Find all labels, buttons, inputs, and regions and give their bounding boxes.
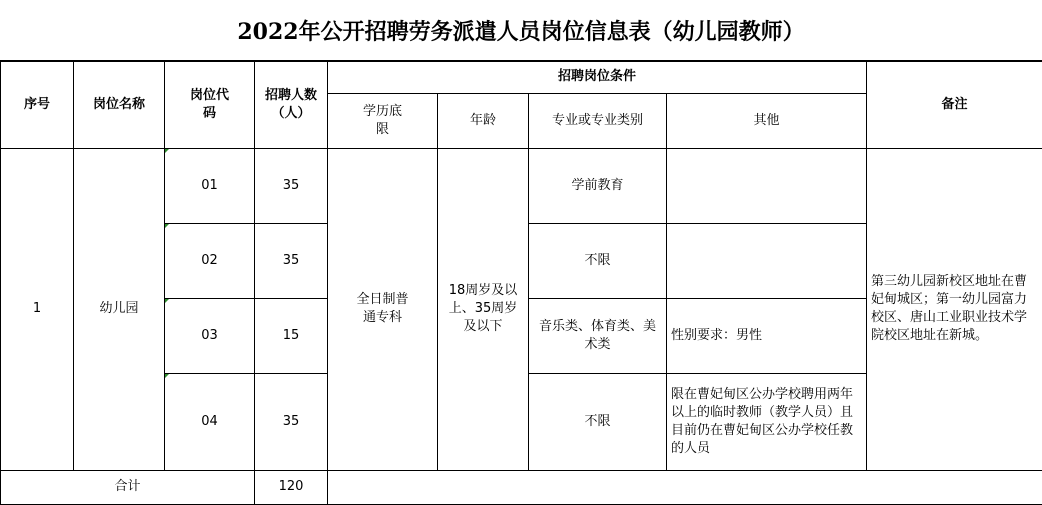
header-remarks: 备注 <box>867 61 1042 148</box>
header-major: 专业或专业类别 <box>529 93 667 148</box>
cell-other: 限在曹妃甸区公办学校聘用两年以上的临时教师（教学人员）且目前仍在曹妃甸区公办学校任教的人员 <box>667 373 867 470</box>
cell-education: 全日制普通专科 <box>328 148 438 470</box>
cell-major: 学前教育 <box>529 148 667 223</box>
position-table <box>0 60 1042 505</box>
header-recruit-count: 招聘人数（人） <box>255 61 328 148</box>
header-conditions: 招聘岗位条件 <box>328 61 867 93</box>
header-position-code: 岗位代码 <box>165 61 255 148</box>
cell-major: 不限 <box>529 223 667 298</box>
header-seq: 序号 <box>1 61 74 148</box>
cell-major: 音乐类、体育类、美术类 <box>529 298 667 373</box>
header-row-1 <box>1 61 1042 93</box>
cell-seq: 1 <box>1 148 74 470</box>
cell-count: 35 <box>255 223 328 298</box>
cell-code: 03 <box>165 298 255 373</box>
page-title: 2022年公开招聘劳务派遣人员岗位信息表（幼儿园教师） <box>0 0 1042 60</box>
header-age: 年龄 <box>438 93 529 148</box>
cell-remarks: 第三幼儿园新校区地址在曹妃甸城区；第一幼儿园富力校区、唐山工业职业技术学院校区地址在新城。 <box>867 148 1042 470</box>
table-row <box>1 148 1042 223</box>
cell-total-count: 120 <box>255 470 328 504</box>
cell-total-label: 合计 <box>1 470 255 504</box>
cell-count: 35 <box>255 373 328 470</box>
header-education: 学历底限 <box>328 93 438 148</box>
cell-other <box>667 223 867 298</box>
cell-other <box>667 148 867 223</box>
cell-age: 18周岁及以上、35周岁及以下 <box>438 148 529 470</box>
cell-other: 性别要求：男性 <box>667 298 867 373</box>
cell-code: 04 <box>165 373 255 470</box>
cell-count: 15 <box>255 298 328 373</box>
cell-code: 02 <box>165 223 255 298</box>
header-position-name: 岗位名称 <box>74 61 165 148</box>
header-other: 其他 <box>667 93 867 148</box>
cell-code: 01 <box>165 148 255 223</box>
cell-total-empty <box>328 470 1042 504</box>
total-row <box>1 470 1042 504</box>
cell-major: 不限 <box>529 373 667 470</box>
cell-position-name: 幼儿园 <box>74 148 165 470</box>
cell-count: 35 <box>255 148 328 223</box>
